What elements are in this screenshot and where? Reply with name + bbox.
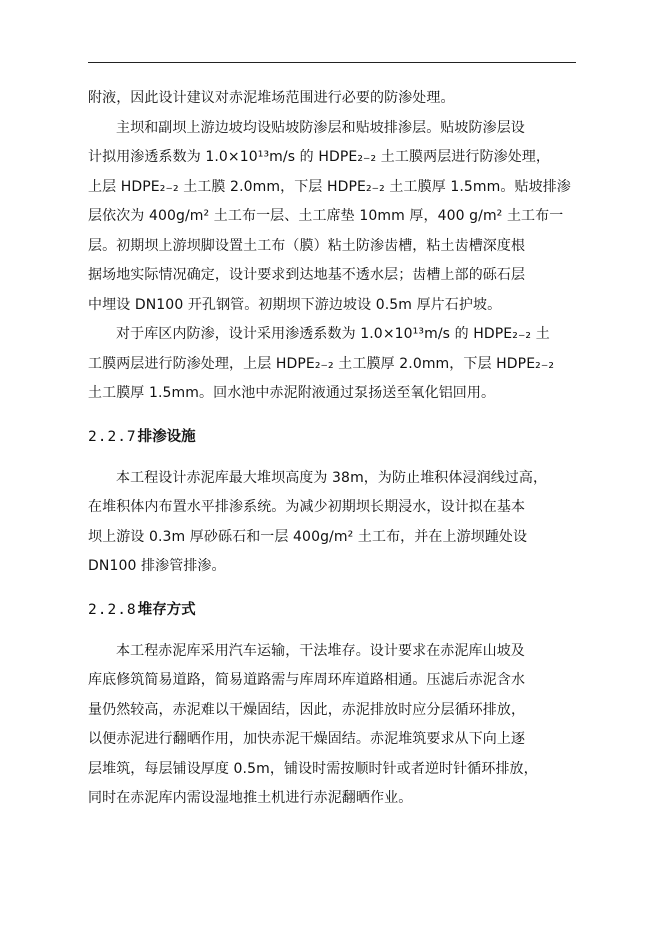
text-line: 层堆筑，每层铺设厚度 0.5m，铺设时需按顺时针或者逆时针循环排放， — [88, 760, 538, 777]
section-title: 堆存方式 — [137, 601, 196, 618]
document-body — [88, 84, 578, 814]
text-line: 以便赤泥进行翻晒作用，加快赤泥干燥固结。赤泥堆筑要求从下向上逐 — [88, 731, 526, 747]
section-heading-228 — [88, 596, 578, 625]
text-line: 中埋设 DN100 开孔钢管。初期坝下游边坡设 0.5m 厚片石护坡。 — [88, 296, 502, 313]
text-line: DN100 排渗管排渗。 — [88, 558, 226, 574]
text-line: 量仍然较高，赤泥难以干燥固结，因此，赤泥排放时应分层循环排放， — [88, 701, 526, 718]
section-number: 2.2.7 — [88, 428, 137, 445]
text-line: 坝上游设 0.3m 厚砂砾石和一层 400g/m² 土工布，并在上游坝踵处设 — [88, 528, 528, 545]
text-line: 主坝和副坝上游边坡均设贴坡防渗层和贴坡排渗层。贴坡防渗层设 — [116, 119, 525, 136]
text-line: 层。初期坝上游坝脚设置土工布（膜）粘土防渗齿槽，粘土齿槽深度根 — [88, 237, 526, 254]
text-line: 本工程设计赤泥库最大堆坝高度为 38m，为防止堆积体浸润线过高， — [116, 469, 548, 486]
text-line: 据场地实际情况确定，设计要求到达地基不透水层；齿槽上部的砾石层 — [88, 267, 526, 283]
text-line: 上层 HDPE₂₋₂ 土工膜 2.0mm，下层 HDPE₂₋₂ 土工膜厚 1.5mm。贴坡排渗 — [88, 178, 571, 195]
text-line: 在堆积体内布置水平排渗系统。为减少初期坝长期浸水，设计拟在基本 — [88, 499, 526, 515]
text-line: 层依次为 400g/m² 土工布一层、土工席垫 10mm 厚，400 g/m² 土工布一 — [88, 208, 564, 224]
header-rule — [88, 62, 576, 63]
paragraph-intro — [88, 84, 578, 114]
text-line: 附液，因此设计建议对赤泥堆场范围进行必要的防渗处理。 — [88, 90, 455, 106]
section-heading-227 — [88, 423, 578, 452]
text-line: 工膜两层进行防渗处理，上层 HDPE₂₋₂ 土工膜厚 2.0mm，下层 HDPE₂₋₂ — [88, 355, 555, 372]
paragraph-storage — [88, 637, 578, 814]
text-line: 对于库区内防渗，设计采用渗透系数为 1.0×10¹³m/s 的 HDPE₂₋₂ 土 — [116, 326, 550, 342]
text-line: 计拟用渗透系数为 1.0×10¹³m/s 的 HDPE₂₋₂ 土工膜两层进行防渗处理， — [88, 149, 550, 165]
text-line: 土工膜厚 1.5mm。回水池中赤泥附液通过泵扬送至氧化铝回用。 — [88, 385, 496, 401]
text-line: 本工程赤泥库采用汽车运输，干法堆存。设计要求在赤泥库山坡及 — [116, 642, 525, 659]
section-title: 排渗设施 — [137, 428, 196, 445]
text-line: 同时在赤泥库内需设湿地推土机进行赤泥翻晒作业。 — [88, 790, 413, 806]
text-line: 库底修筑简易道路，简易道路需与库周环库道路相通。压滤后赤泥含水 — [88, 672, 526, 688]
paragraph-drainage — [88, 464, 578, 582]
paragraph-dam-seepage — [88, 114, 578, 321]
section-number: 2.2.8 — [88, 601, 137, 618]
paragraph-reservoir-seepage — [88, 320, 578, 409]
